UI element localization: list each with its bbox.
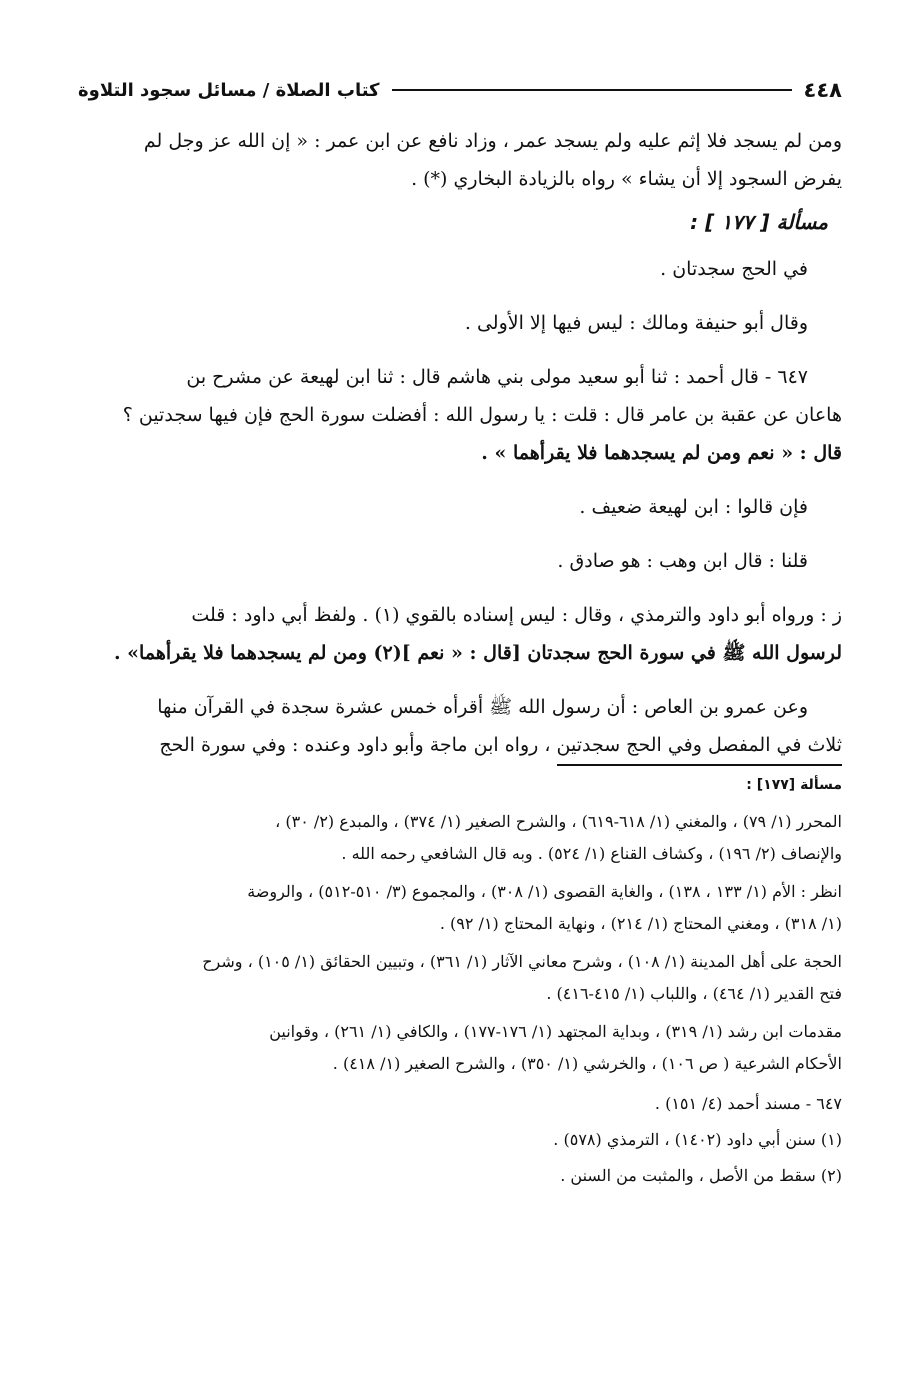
footnote-block-hanafi xyxy=(78,946,842,1010)
hadith-647 xyxy=(78,358,842,472)
footnote-line: فتح القدير (١/ ٤٦٤) ، واللباب (١/ ٤١٥-٤١٦) . xyxy=(546,984,842,1003)
footnote-2: (٢) سقط من الأصل ، والمثبت من السنن . xyxy=(560,1166,842,1185)
text-line: ثلاث في المفصل وفي الحج سجدتين ، رواه ابن ماجة وأبو داود وعنده : وفي سورة الحج xyxy=(159,734,842,756)
footnote-1: (١) سنن أبي داود (١٤٠٢) ، الترمذي (٥٧٨) . xyxy=(553,1130,842,1149)
paragraph-abu-hanifa: وقال أبو حنيفة ومالك : ليس فيها إلا الأولى . xyxy=(464,312,808,334)
footnote-separator xyxy=(557,764,842,766)
footnote-heading: مسألة [١٧٧] : xyxy=(746,777,842,793)
footnote-line: المحرر (١/ ٧٩) ، والمغني (١/ ٦١٨-٦١٩) ، والشرح الصغير (١/ ٣٧٤) ، والمبدع (٢/ ٣٠) ، xyxy=(275,812,842,831)
running-title: كتاب الصلاة / مسائل سجود التلاوة xyxy=(78,79,380,101)
paragraph-abu-dawud xyxy=(78,596,842,672)
text-line: ٦٤٧ - قال أحمد : ثنا أبو سعيد مولى بني هاشم قال : ثنا ابن لهيعة عن مشرح بن xyxy=(186,366,808,388)
footnote-block-shafii xyxy=(78,876,842,940)
text-line: ز : ورواه أبو داود والترمذي ، وقال : ليس إسناده بالقوي (١) . ولفظ أبي داود : قلت xyxy=(191,604,842,626)
issue-heading: مسألة [ ١٧٧ ] : xyxy=(690,210,828,234)
text-line: يفرض السجود إلا أن يشاء » رواه بالزيادة البخاري (*) . xyxy=(411,168,842,190)
text-line: وعن عمرو بن العاص : أن رسول الله ﷺ أقرأه خمس عشرة سجدة في القرآن منها xyxy=(157,696,808,718)
text-line: هاعان عن عقبة بن عامر قال : قلت : يا رسول الله : أفضلت سورة الحج فإن فيها سجدتين ؟ xyxy=(122,404,842,426)
paragraph-bukhari xyxy=(78,122,842,198)
paragraph-amr-ibn-al-as xyxy=(78,688,842,764)
footnote-line: والإنصاف (٢/ ١٩٦) ، وكشاف القناع (١/ ٥٢٤) . وبه قال الشافعي رحمه الله . xyxy=(341,844,842,863)
paragraph-objection: فإن قالوا : ابن لهيعة ضعيف . xyxy=(579,496,808,518)
paragraph-reply: قلنا : قال ابن وهب : هو صادق . xyxy=(557,550,808,572)
footnotes xyxy=(78,770,842,1194)
footnote-line: الحجة على أهل المدينة (١/ ١٠٨) ، وشرح معاني الآثار (١/ ٣٦١) ، وتبيين الحقائق (١/ ١٠٥) ، وشرح xyxy=(202,952,842,971)
footnote-block-maliki xyxy=(78,1016,842,1080)
footnote-line: الأحكام الشرعية ( ص ١٠٦) ، والخرشي (١/ ٣٥٠) ، والشرح الصغير (١/ ٤١٨) . xyxy=(332,1054,842,1073)
footnote-musnad: ٦٤٧ - مسند أحمد (٤/ ١٥١) . xyxy=(654,1094,842,1113)
text-line: لرسول الله ﷺ في سورة الحج سجدتان [قال : « نعم ](٢) ومن لم يسجدهما فلا يقرأهما» . xyxy=(113,642,842,664)
paragraph-two-prostrations: في الحج سجدتان . xyxy=(660,258,808,280)
footnote-line: مقدمات ابن رشد (١/ ٣١٩) ، وبداية المجتهد (١/ ١٧٦-١٧٧) ، والكافي (١/ ٢٦١) ، وقوانين xyxy=(269,1022,842,1041)
footnote-line: (١/ ٣١٨) ، ومغني المحتاج (١/ ٢١٤) ، ونهاية المحتاج (١/ ٩٢) . xyxy=(439,914,842,933)
page-header xyxy=(78,72,842,108)
text-line: ومن لم يسجد فلا إثم عليه ولم يسجد عمر ، وزاد نافع عن ابن عمر : « إن الله عز وجل لم xyxy=(143,130,842,152)
page-number: ٤٤٨ xyxy=(803,78,842,102)
footnote-block-hanbali xyxy=(78,806,842,870)
footnote-line: انظر : الأم (١/ ١٣٣ ، ١٣٨) ، والغاية القصوى (١/ ٣٠٨) ، والمجموع (٣/ ٥١٠-٥١٢) ، والروضة xyxy=(247,882,842,901)
header-rule xyxy=(392,89,792,91)
text-line: قال : « نعم ومن لم يسجدهما فلا يقرأهما » . xyxy=(481,442,842,464)
